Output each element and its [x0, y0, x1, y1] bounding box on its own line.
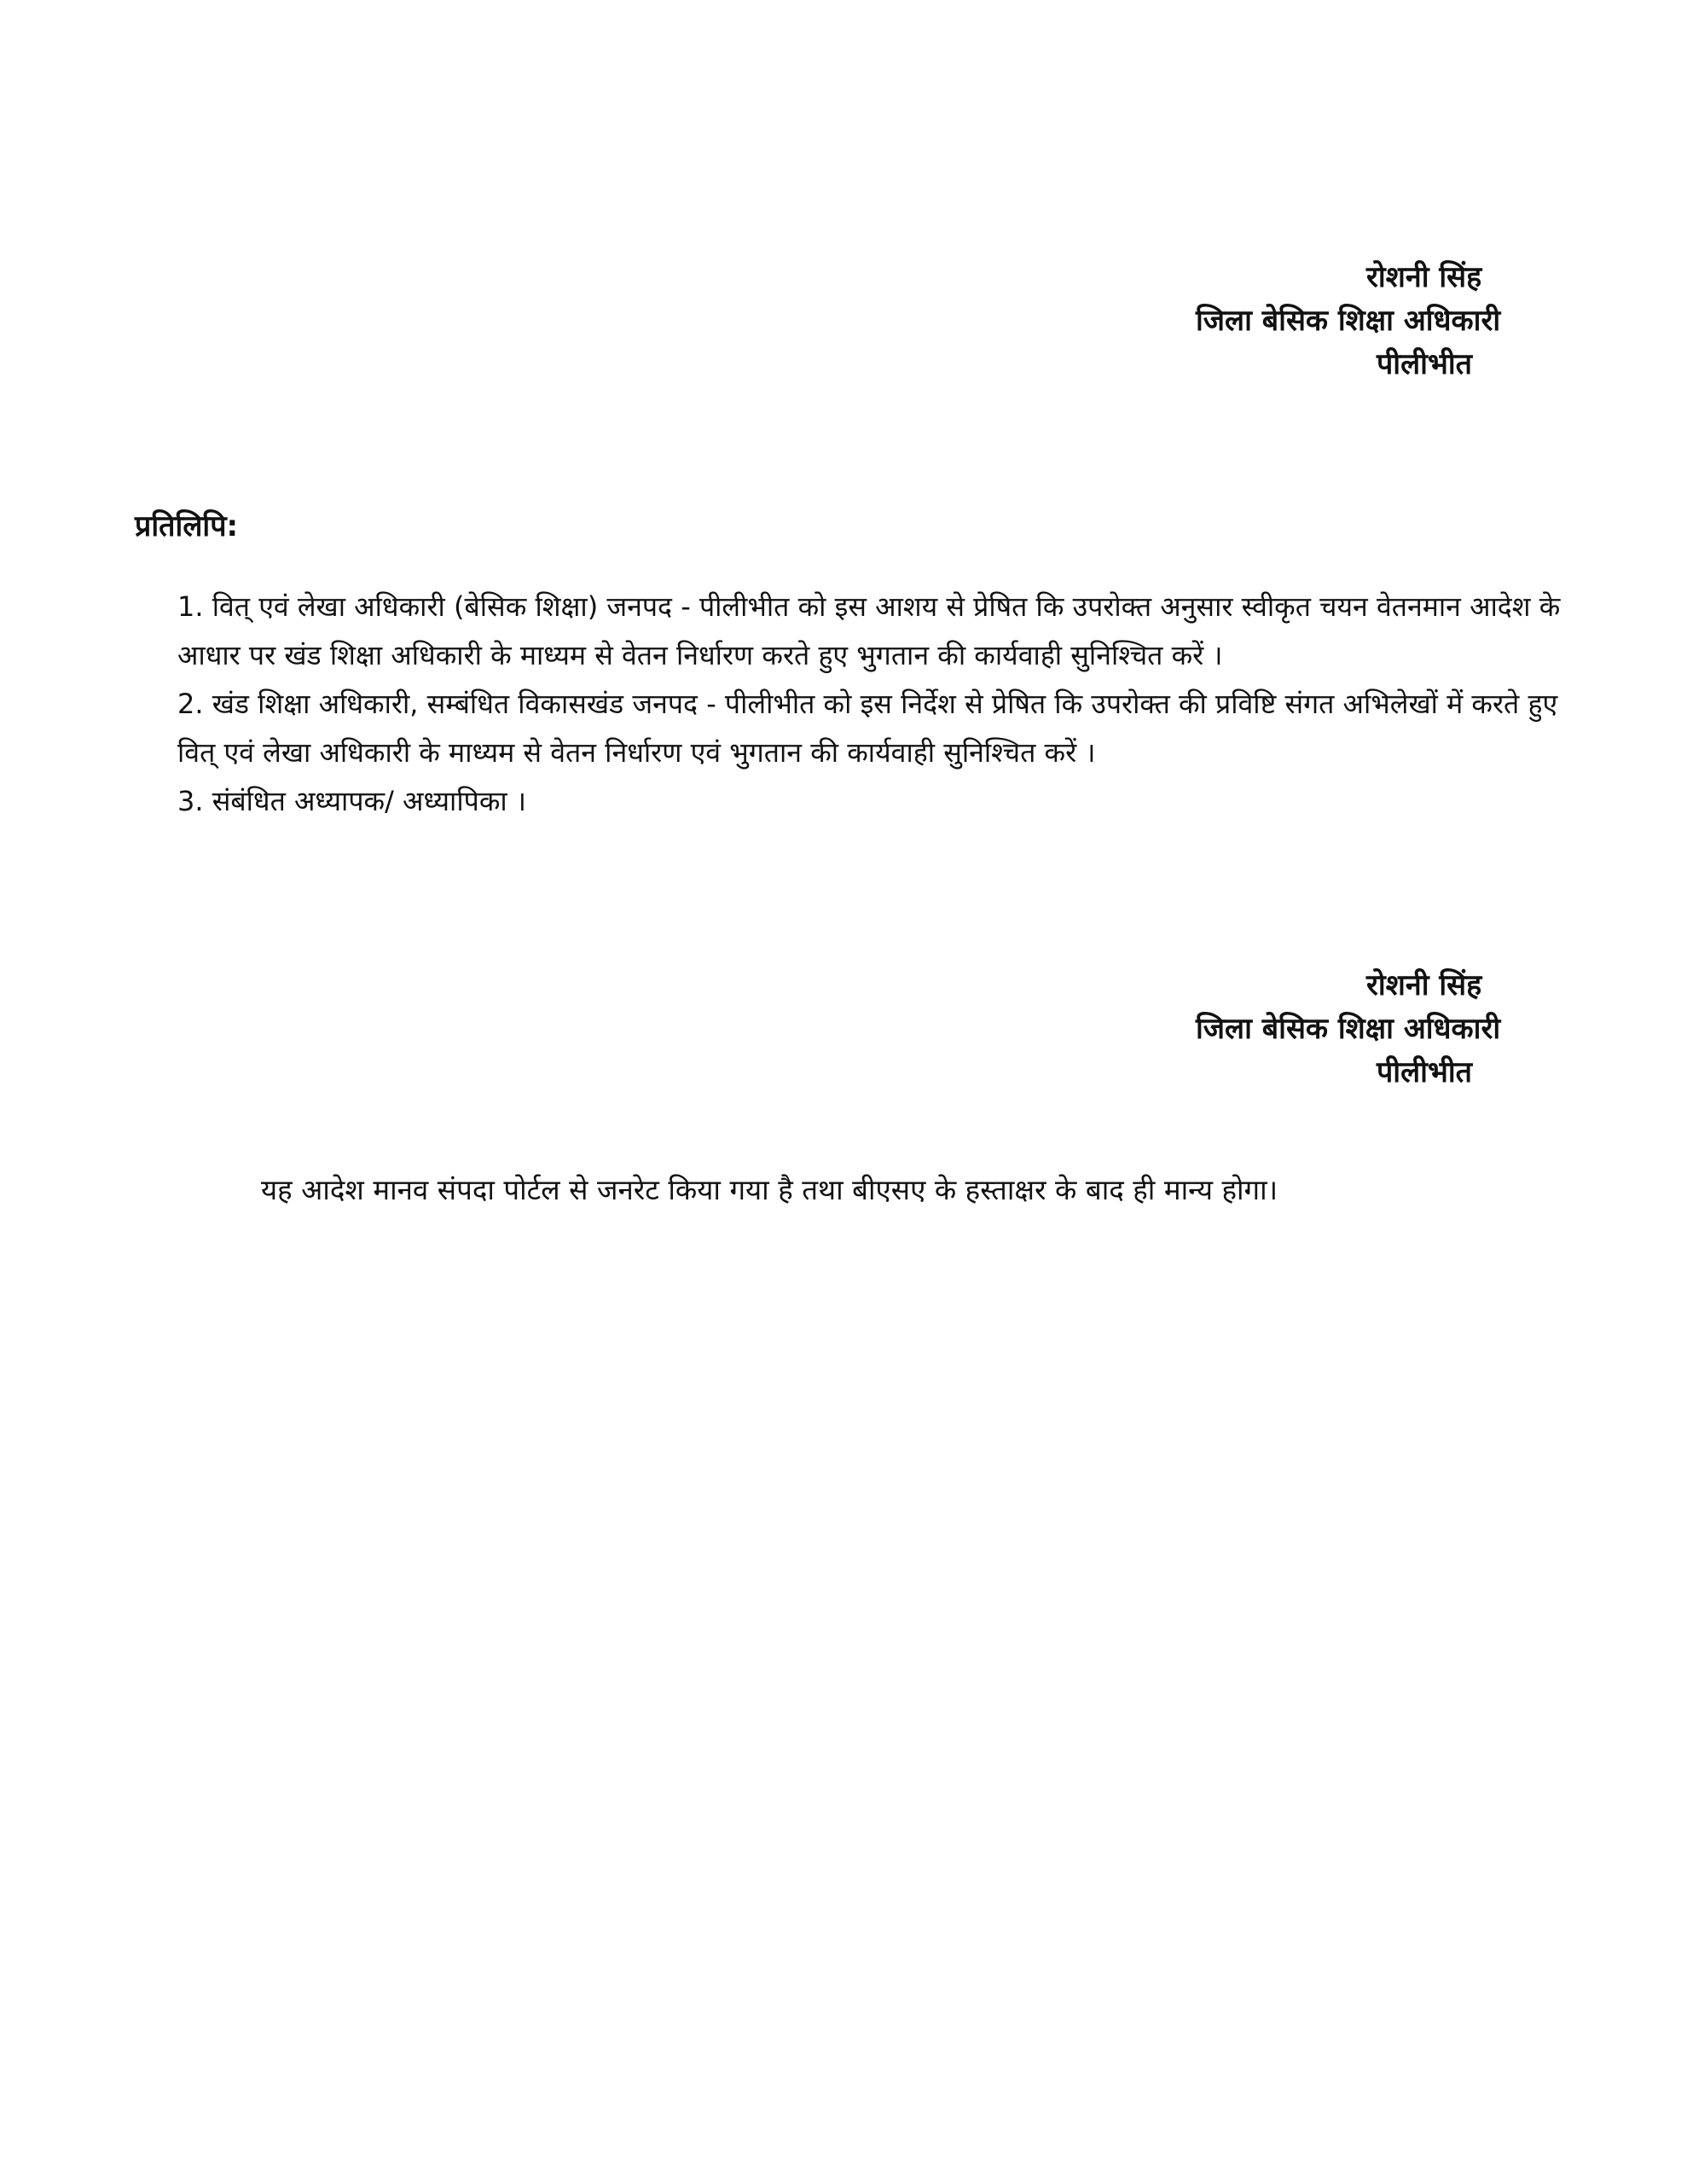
signatory-place: पीलीभीत [1377, 347, 1473, 381]
signatory-name: रोशनी सिंह [1366, 968, 1482, 1002]
copy-to-list [177, 583, 1585, 826]
signatory-name: रोशनी सिंह [1366, 260, 1482, 294]
copy-to-item-3: 3. संबंधित अध्यापक/ अध्यापिका । [177, 785, 526, 817]
signature-block-bottom [1177, 964, 1569, 1095]
copy-to-heading: प्रतिलिपि: [135, 509, 239, 543]
signatory-place: पीलीभीत [1377, 1055, 1473, 1089]
copy-to-item-2: 2. खंड शिक्षा अधिकारी, सम्बंधित विकासखंड जनपद - पीलीभीत को इस निर्देश से प्रेषित कि उपरोक्त की प्रविष्टि संगत अभिलेखों में करते हुए वित् एवं लेखा अधिकारी के माध्यम से वेतन निर्धारण एवं भुगतान की कार्यवाही सुनिश्चित करें । [177, 688, 1558, 769]
signature-block-top [1177, 256, 1569, 386]
signatory-designation: जिला बेसिक शिक्षा अधिकारी [1196, 304, 1501, 338]
signatory-designation: जिला बेसिक शिक्षा अधिकारी [1196, 1012, 1501, 1046]
copy-to-item-1: 1. वित् एवं लेखा अधिकारी (बेसिक शिक्षा) जनपद - पीलीभीत को इस आशय से प्रेषित कि उपरोक्त अनुसार स्वीकृत चयन वेतनमान आदेश के आधार पर खंड शिक्षा अधिकारी के माध्यम से वेतन निर्धारण करते हुए भुगतान की कार्यवाही सुनिश्चित करें । [177, 590, 1561, 671]
portal-generated-note: यह आदेश मानव संपदा पोर्टल से जनरेट किया गया है तथा बीएसए के हस्ताक्षर के बाद ही मान्य होगा। [261, 1173, 1278, 1206]
